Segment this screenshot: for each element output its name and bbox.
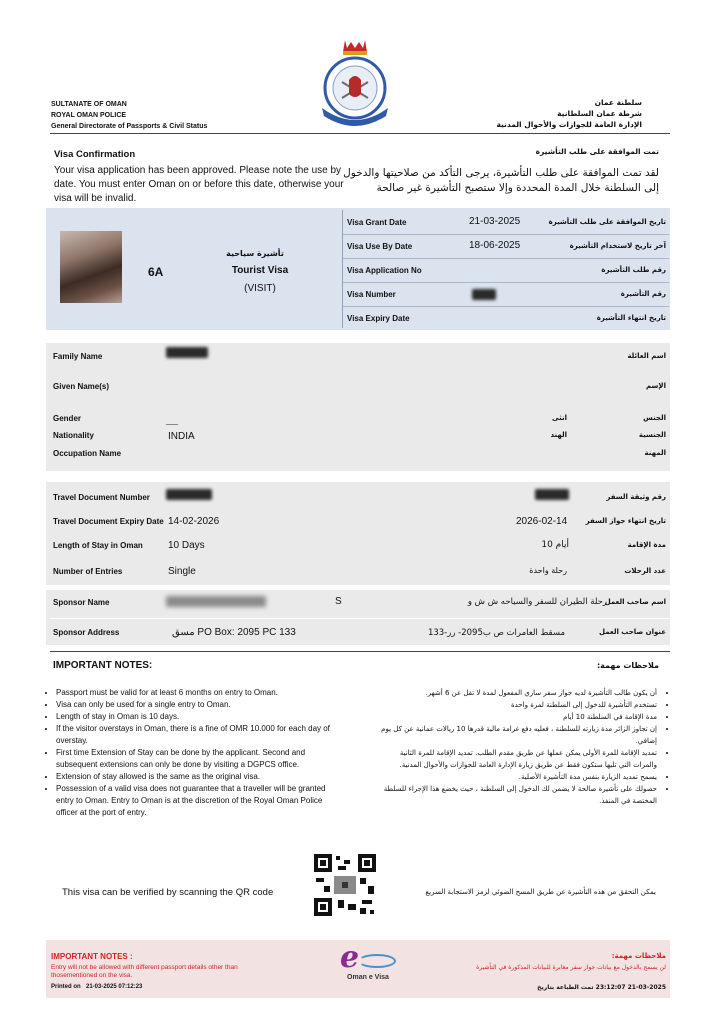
note-item: • Length of stay in Oman is 10 days. xyxy=(56,711,335,723)
royal-oman-police-emblem-icon xyxy=(316,36,394,128)
given-name-label-ar: الإسم xyxy=(646,382,666,390)
visa-application-no-label: Visa Application No xyxy=(347,266,422,275)
evisa-swoosh-icon xyxy=(358,954,396,968)
visa-type-en: Tourist Visa xyxy=(231,265,289,276)
number-of-entries-label: Number of Entries xyxy=(53,567,123,576)
gender-label: Gender xyxy=(53,414,82,423)
note-item: • If the visitor overstays in Oman, there is a fine of OMR 10.000 for each day of overstay. xyxy=(56,723,335,747)
footer-notes-text: Entry will not be allowed with different passport details other than thosementioned on the visa. xyxy=(51,964,238,979)
verify-text: This visa can be verified by scanning the QR code xyxy=(62,887,274,898)
sponsor-divider xyxy=(50,618,670,619)
visa-code: 6A xyxy=(148,265,164,279)
note-item: • Passport must be valid for at least 6 months on entry to Oman. xyxy=(56,687,335,699)
confirmation-title: Visa Confirmation xyxy=(54,149,136,160)
length-of-stay-label-ar: مدة الإقامة xyxy=(627,541,666,549)
notes-list-en xyxy=(50,687,335,819)
note-item-ar: • مدة الإقامة في السلطنة 10 أيام xyxy=(377,711,657,723)
number-of-entries-label-ar: عدد الرحلات xyxy=(624,567,666,575)
visa-expiry-label: Visa Expiry Date xyxy=(347,314,410,323)
sponsor-address-value: مسق PO Box: 2095 PC 133 xyxy=(172,627,296,638)
visa-grant-date-label-ar: تاريخ الموافقة على طلب التأشيرة xyxy=(548,218,666,226)
travel-doc-expiry-label: Travel Document Expiry Date xyxy=(53,517,164,526)
oman-evisa-logo xyxy=(336,940,400,988)
header-en-line3: General Directorate of Passports & Civil Status xyxy=(51,123,208,130)
visa-number-redacted xyxy=(472,289,496,300)
length-of-stay-label: Length of Stay in Oman xyxy=(53,541,143,550)
sponsor-name-redacted xyxy=(166,596,266,607)
sponsor-name-value-tail: S xyxy=(335,596,342,607)
note-item: • First time Extension of Stay can be done by the applicant. Second and subsequent extensions can only be done by visiting a DGPCS office. xyxy=(56,747,335,771)
length-of-stay-value-ar: أيام 10 xyxy=(541,540,569,550)
visa-grant-date-value: 21-03-2025 xyxy=(469,216,521,227)
sponsor-name-label-ar: اسم صاحب العمل xyxy=(604,598,666,606)
visa-panel-divider xyxy=(342,210,343,328)
header-en xyxy=(51,99,207,132)
nationality-label-ar: الجنسية xyxy=(638,431,666,439)
note-item-ar: • أن يكون طالب التأشيرة لديه جواز سفر ساري المفعول لمدة لا تقل عن 6 أشهر. xyxy=(377,687,657,699)
evisa-logo-letter: e xyxy=(340,940,360,975)
footer-notes-title-ar: ملاحظات مهمة: xyxy=(611,952,666,960)
note-item: • Visa can only be used for a single entry to Oman. xyxy=(56,699,335,711)
nationality-value-ar: الهند xyxy=(550,431,567,439)
number-of-entries-value-ar: رحلة واحدة xyxy=(529,566,567,575)
travel-doc-number-redacted xyxy=(166,489,212,500)
visa-type-sub: (VISIT) xyxy=(244,283,276,294)
header-rule xyxy=(50,133,670,134)
family-name-label: Family Name xyxy=(53,352,103,361)
confirmation-text-ar: لقد تمت الموافقة على طلب التأشيرة، يرجى التأكد من صلاحيتها والدخول إلى السلطنة خلال المدة المحددة وإلا ستصبح التأشيرة غير صالحة xyxy=(343,167,659,194)
qr-code-icon xyxy=(312,852,378,918)
header-ar-line2: شرطة عمان السلطانية xyxy=(557,109,642,118)
family-name-redacted xyxy=(166,347,208,358)
personal-details-panel xyxy=(46,343,670,471)
sponsor-address-value-ar: مسقط العامرات ص ب2095- رر-133 xyxy=(427,628,565,638)
nationality-label: Nationality xyxy=(53,431,94,440)
given-name-label: Given Name(s) xyxy=(53,382,110,391)
verify-text-ar: يمكن التحقق من هذه التأشيرة عن طريق المسح الضوئي لرمز الاستجابة السريع xyxy=(425,888,656,896)
confirmation-title-ar: تمت الموافقة على طلب التأشيرة xyxy=(535,147,659,156)
footer-notes-text-ar: لن يسمح بالدخول مع بيانات جواز سفر مغايرة للبيانات المذكورة في التأشيرة xyxy=(476,964,666,971)
note-item-ar: • حصولك على تأشيرة صالحة لا يضمن لك الدخول إلى السلطنة ، حيث يخضع هذا الإجراء للسلطة المختصة في المنفذ. xyxy=(377,783,657,807)
visa-field-divider xyxy=(343,258,669,259)
printed-on-value: 21-03-2025 07:12:23 xyxy=(86,984,143,990)
number-of-entries-value: Single xyxy=(168,566,196,577)
gender-value-ar: انثى xyxy=(552,414,567,422)
visa-field-divider xyxy=(343,282,669,283)
visa-number-label-ar: رقم التأشيرة xyxy=(620,290,666,298)
sponsor-name-label: Sponsor Name xyxy=(53,598,110,607)
travel-doc-number-ar-redacted xyxy=(535,489,569,500)
applicant-photo xyxy=(60,231,122,303)
visa-type-ar: تأشيرة سياحية xyxy=(226,249,284,258)
travel-doc-expiry-value: 14-02-2026 xyxy=(168,516,220,527)
sponsor-address-label: Sponsor Address xyxy=(53,628,120,637)
header-en-line1: SULTANATE OF OMAN xyxy=(51,101,127,108)
printed-on-ar: 21-03-2025 23:12:07 تمت الطباعة بتاريخ xyxy=(537,984,666,991)
visa-field-divider xyxy=(343,306,669,307)
note-item-ar: • يسمح تمديد الزيارة بنفس مدة التأشيرة الأصلية. xyxy=(377,771,657,783)
travel-doc-expiry-label-ar: تاريخ انتهاء جواز السفر xyxy=(585,517,666,525)
travel-doc-expiry-value-ar: 2026-02-14 xyxy=(516,516,568,527)
header-ar xyxy=(496,97,642,130)
sponsor-name-value-ar: رحلة الطيران للسفر والسياحه ش ش و xyxy=(467,597,607,607)
notes-title-ar: ملاحظات مهمة: xyxy=(596,661,659,670)
note-item: • Possession of a valid visa does not guarantee that a traveller will be granted entry to Oman. Entry to Oman is at the discretion of the Royal Oman Police officer at the port of entry. xyxy=(56,783,335,819)
footer-notes-title: IMPORTANT NOTES : xyxy=(51,952,133,961)
gender-label-ar: الجنس xyxy=(643,414,666,422)
visa-use-by-label: Visa Use By Date xyxy=(347,242,413,251)
header-ar-line1: سلطنة عمان xyxy=(594,98,642,107)
occupation-label: Occupation Name xyxy=(53,449,122,458)
header-ar-line3: الإدارة العامة للجوازات والأحوال المدنية xyxy=(496,120,642,129)
note-item-ar: • إن تجاوز الزائر مدة زيارته للسلطنة ، فعليه دفع غرامة مالية قدرها 10 ريالات عمانية عن كل يوم إضافي. xyxy=(377,723,657,747)
confirmation-text: Your visa application has been approved. Please note the use by date. You must enter Oman on or before this date, otherwise your visa will be invalid. xyxy=(54,165,344,204)
family-name-label-ar: اسم العائلة xyxy=(627,352,666,360)
notes-list-ar xyxy=(377,687,667,807)
header-en-line2: ROYAL OMAN POLICE xyxy=(51,112,127,119)
evisa-logo-text: Oman e Visa xyxy=(347,974,389,981)
visa-field-divider xyxy=(343,234,669,235)
visa-expiry-label-ar: تاريخ انتهاء التأشيرة xyxy=(596,314,666,322)
visa-grant-date-label: Visa Grant Date xyxy=(347,218,407,227)
nationality-value: INDIA xyxy=(168,431,195,442)
notes-title: IMPORTANT NOTES: xyxy=(53,660,153,671)
note-item-ar: • تمديد الإقامة للمرة الأولى يمكن عملها عن طريق مقدم الطلب. تمديد الإقامة للمرة الثانية والمرات التي تليها ستكون فقط عن طريق زيارة الإدارة العامة للجوازات والأحوال المدنية. xyxy=(377,747,657,771)
visa-use-by-label-ar: آخر تاريخ لاستخدام التأشيرة xyxy=(569,242,666,250)
gender-value-dash xyxy=(166,424,178,425)
occupation-label-ar: المهنة xyxy=(644,449,666,457)
visa-number-label: Visa Number xyxy=(347,290,396,299)
note-item: • Extension of stay allowed is the same as the original visa. xyxy=(56,771,335,783)
travel-doc-number-label-ar: رقم وثيقة السفر xyxy=(606,493,666,501)
length-of-stay-value: 10 Days xyxy=(168,540,205,551)
sponsor-address-label-ar: عنوان صاحب العمل xyxy=(598,628,666,636)
notes-rule xyxy=(50,651,670,652)
visa-application-no-label-ar: رقم طلب التأشيرة xyxy=(601,266,666,274)
visa-use-by-value: 18-06-2025 xyxy=(469,240,521,251)
note-item-ar: • تستخدم التأشيرة للدخول إلى السلطنة لمرة واحدة xyxy=(377,699,657,711)
travel-doc-number-label: Travel Document Number xyxy=(53,493,150,502)
printed-on-label: Printed on xyxy=(51,984,81,990)
